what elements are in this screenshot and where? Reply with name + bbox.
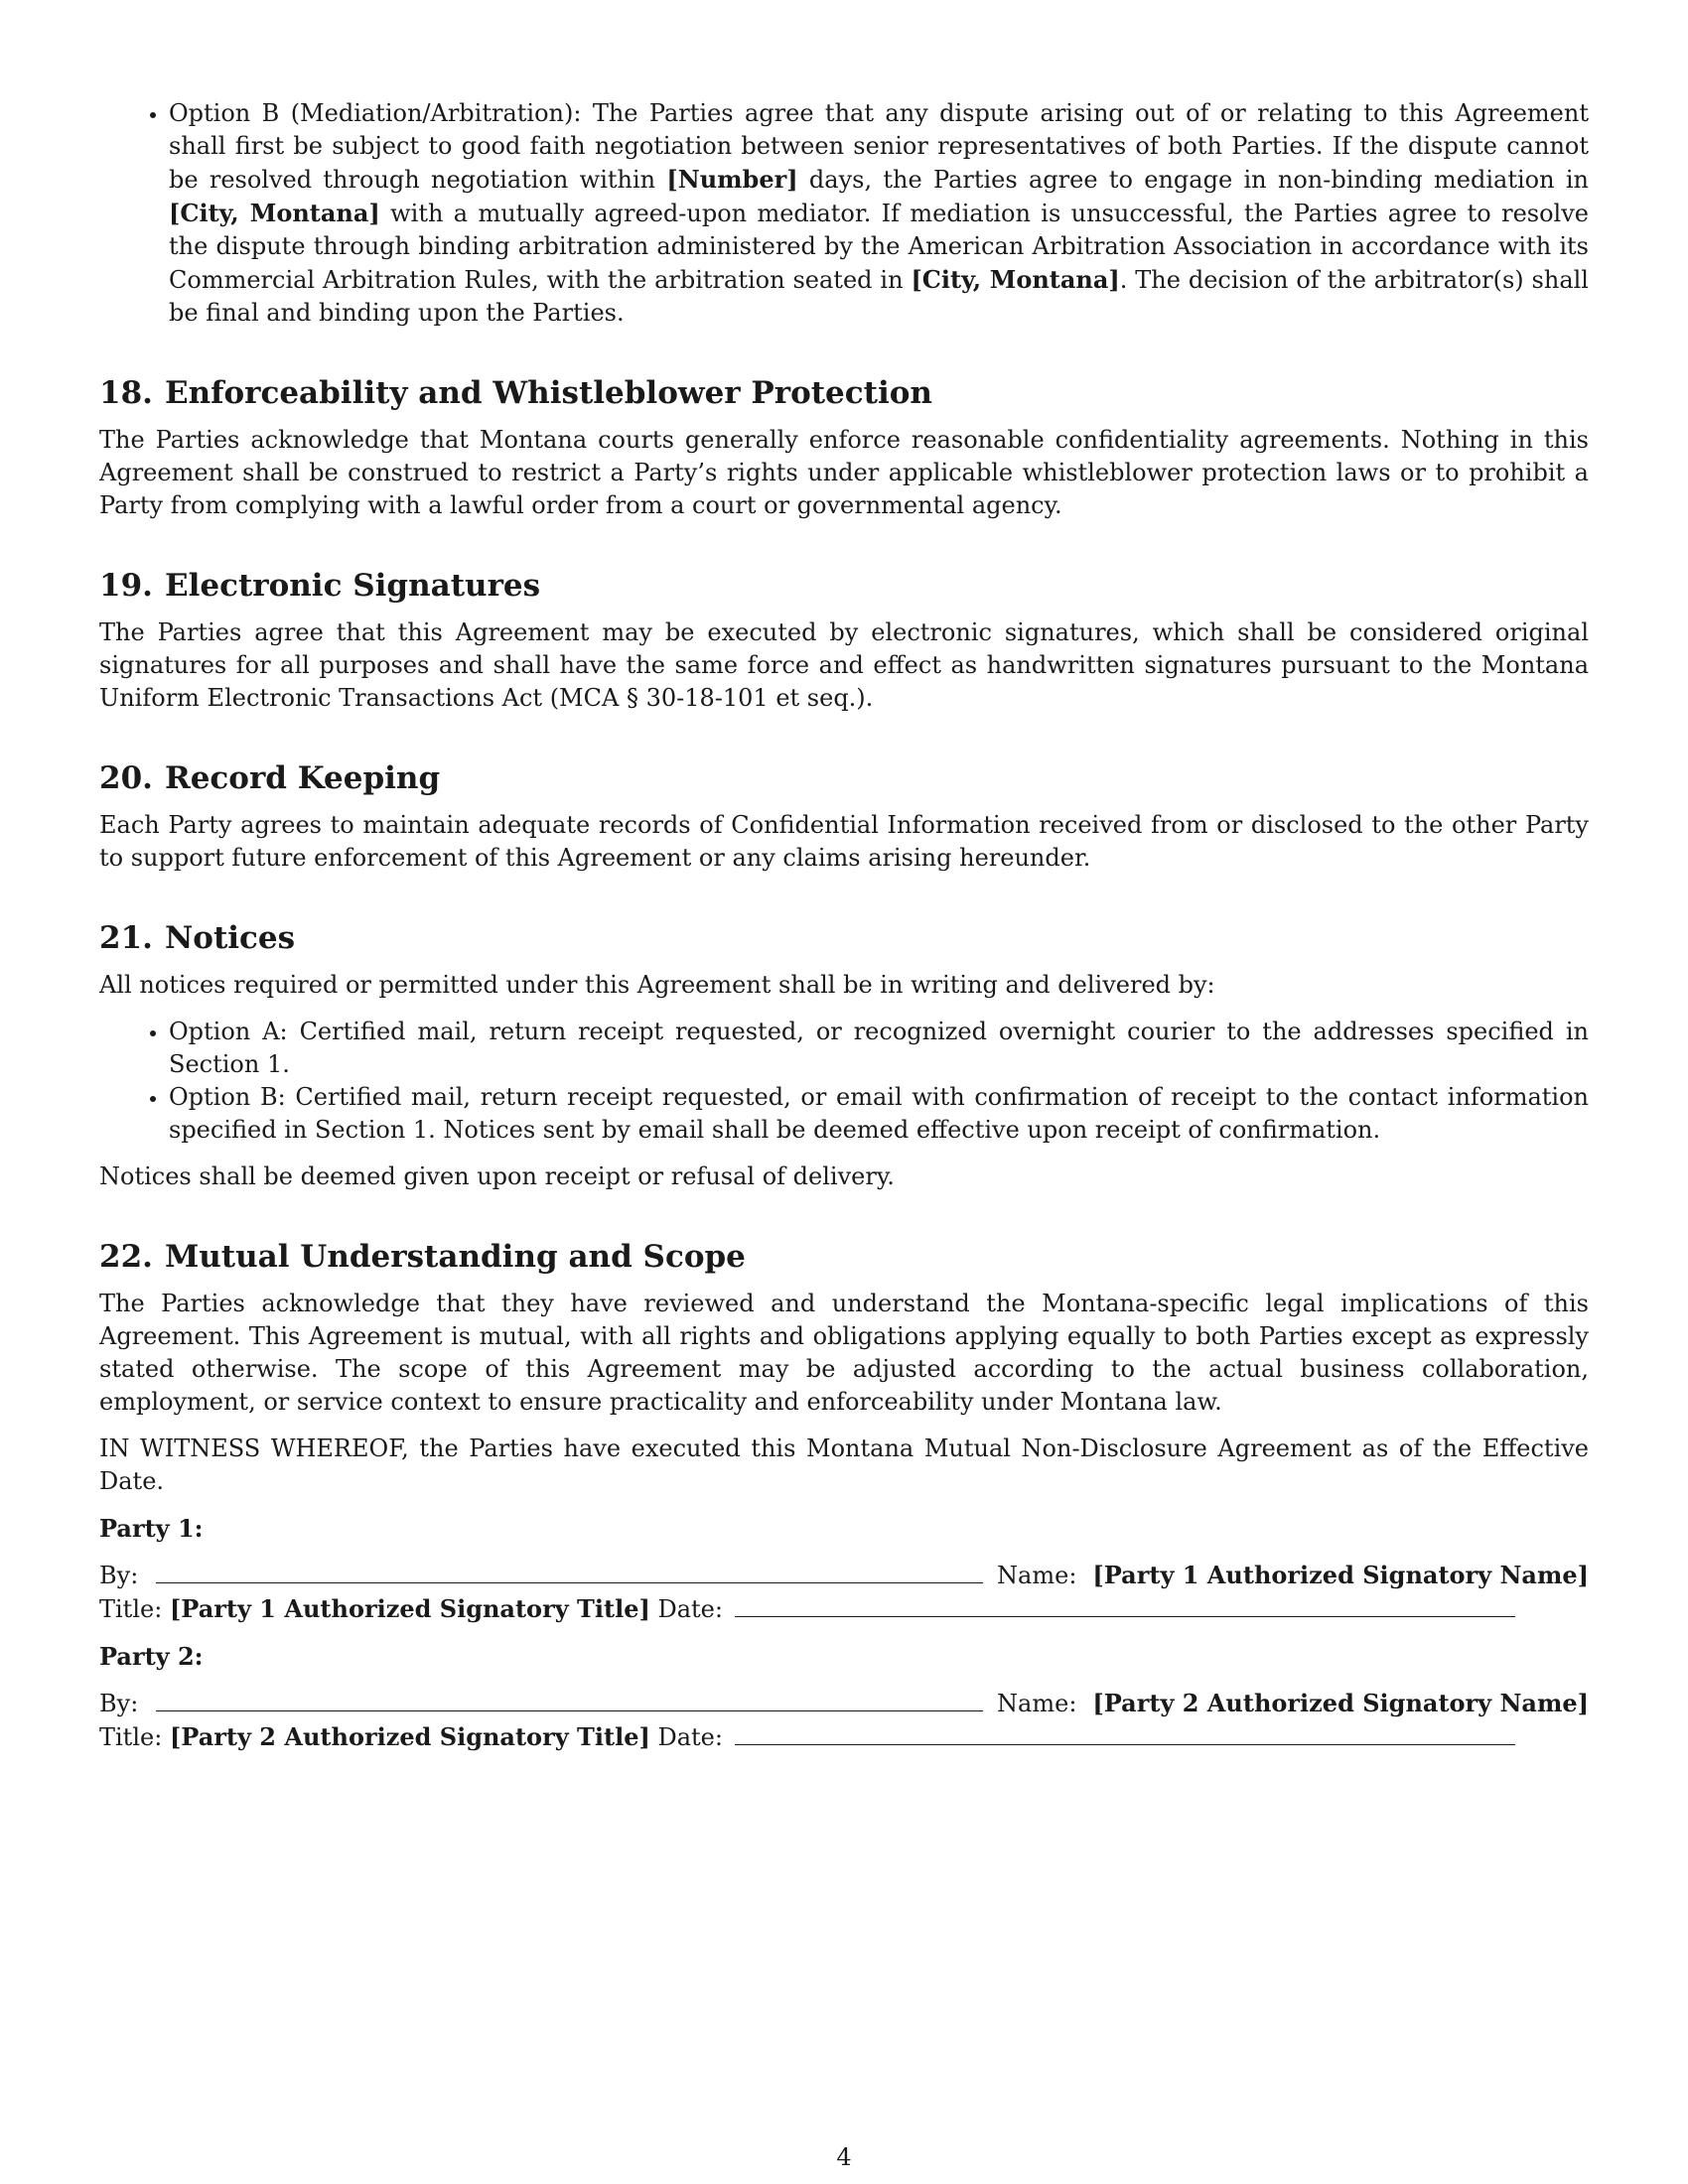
witness-clause: IN WITNESS WHEREOF, the Parties have executed this Montana Mutual Non-Disclosure Agreement as of the Effective Date. bbox=[99, 1434, 1589, 1495]
option-b-text-2: days, the Parties agree to engage in non-binding mediation in bbox=[797, 166, 1589, 194]
name-label: Name: bbox=[997, 1562, 1077, 1589]
by-label: By: bbox=[99, 1562, 139, 1589]
party-2-title-row bbox=[99, 1720, 1589, 1754]
date-label: Date: bbox=[657, 1723, 723, 1751]
section-18-heading bbox=[99, 373, 1589, 413]
section-22-body: The Parties acknowledge that they have reviewed and understand the Montana-specific legal implications of this Agreement. This Agreement is mutual, with all rights and obligations applying equally to both Parties except as expressly stated otherwise. The scope of this Agreement may be adjusted according to the actual business collaboration, employment, or service context to ensure practicality and enforceability under Montana law. bbox=[99, 1290, 1589, 1416]
party-2-date-line[interactable] bbox=[735, 1722, 1515, 1745]
section-21-closing: Notices shall be deemed given upon receipt or refusal of delivery. bbox=[99, 1162, 895, 1190]
option-b-text-4: . The decision of the arbitrator(s) shall be final and binding upon the Parties. bbox=[169, 266, 1589, 327]
mediation-city-placeholder: [City, Montana] bbox=[169, 199, 380, 227]
section-19-number: 19. bbox=[99, 568, 153, 604]
party-1-title-placeholder: [Party 1 Authorized Signatory Title] bbox=[169, 1594, 650, 1623]
party-1-label: Party 1: bbox=[99, 1514, 204, 1543]
section-18-title: Enforceability and Whistleblower Protection bbox=[164, 375, 932, 411]
section-19 bbox=[99, 566, 1589, 715]
by-label: By: bbox=[99, 1690, 139, 1717]
section-21 bbox=[99, 918, 1589, 1193]
title-label: Title: bbox=[99, 1723, 163, 1751]
page-number: 4 bbox=[836, 2143, 852, 2171]
section-20 bbox=[99, 758, 1589, 875]
section-20-number: 20. bbox=[99, 760, 153, 796]
arbitration-city-placeholder: [City, Montana] bbox=[911, 265, 1120, 294]
notice-option-a: • Option A: Certified mail, return receipt requested, or recognized overnight courier to the addresses specified in Section 1. bbox=[169, 1016, 1589, 1081]
option-b-text-1: Option B (Mediation/Arbitration): The Parties agree that any dispute arising out of or relating to this Agreement shall first be subject to good faith negotiation between senior representatives of both Parties. If the dispute cannot be resolved through negotiation within bbox=[169, 99, 1589, 194]
notice-options-list bbox=[99, 1016, 1589, 1147]
option-b-mediation-arbitration bbox=[169, 97, 1589, 330]
signature-block-party-1 bbox=[99, 1512, 1589, 1626]
party-1-by-row bbox=[99, 1559, 1589, 1592]
section-19-heading bbox=[99, 566, 1589, 606]
party-2-by-row bbox=[99, 1687, 1589, 1720]
section-22-title: Mutual Understanding and Scope bbox=[164, 1239, 746, 1275]
section-21-intro: All notices required or permitted under this Agreement shall be in writing and delivered by: bbox=[99, 971, 1215, 999]
section-20-body: Each Party agrees to maintain adequate records of Confidential Information received from or disclosed to the other Party to support future enforcement of this Agreement or any claims arising hereunder. bbox=[99, 811, 1589, 872]
party-1-title-row bbox=[99, 1592, 1589, 1626]
section-19-body: The Parties agree that this Agreement may be executed by electronic signatures, which shall be considered original signatures for all purposes and shall have the same force and effect as handwritten signatures pursuant to the Montana Uniform Electronic Transactions Act (MCA § 30-18-101 et seq.). bbox=[99, 618, 1589, 712]
section-18-number: 18. bbox=[99, 375, 153, 411]
party-1-date-line[interactable] bbox=[735, 1594, 1515, 1617]
party-1-name-placeholder: [Party 1 Authorized Signatory Name] bbox=[1092, 1561, 1589, 1589]
title-label: Title: bbox=[99, 1595, 163, 1623]
page-content bbox=[99, 97, 1589, 1754]
section-21-number: 21. bbox=[99, 920, 153, 956]
party-2-name-placeholder: [Party 2 Authorized Signatory Name] bbox=[1092, 1689, 1589, 1717]
number-placeholder: [Number] bbox=[666, 165, 798, 194]
party-2-label: Party 2: bbox=[99, 1642, 204, 1671]
name-label: Name: bbox=[997, 1690, 1077, 1717]
section-22 bbox=[99, 1237, 1589, 1498]
section-21-title: Notices bbox=[164, 920, 296, 956]
section-18 bbox=[99, 373, 1589, 522]
section-22-number: 22. bbox=[99, 1239, 153, 1275]
section-22-heading bbox=[99, 1237, 1589, 1277]
section-20-heading bbox=[99, 758, 1589, 798]
date-label: Date: bbox=[657, 1595, 723, 1623]
section-20-title: Record Keeping bbox=[164, 760, 441, 796]
party-2-title-placeholder: [Party 2 Authorized Signatory Title] bbox=[169, 1722, 650, 1751]
section-18-body: The Parties acknowledge that Montana courts generally enforce reasonable confidentiality agreements. Nothing in this Agreement shall be construed to restrict a Party’s rights under applicable whistleblower protection laws or to prohibit a Party from complying with a lawful order from a court or governmental agency. bbox=[99, 426, 1589, 519]
dispute-options-list bbox=[99, 97, 1589, 330]
signature-block-party-2 bbox=[99, 1640, 1589, 1754]
section-19-title: Electronic Signatures bbox=[164, 568, 541, 604]
section-21-heading bbox=[99, 918, 1589, 958]
party-2-signature-line[interactable] bbox=[156, 1689, 983, 1711]
option-b-text-3: with a mutually agreed-upon mediator. If mediation is unsuccessful, the Parties agree to resolve the dispute through binding arbitration administered by the American Arbitration Association in accordance with its Commercial Arbitration Rules, with the arbitration seated in bbox=[169, 200, 1589, 294]
notice-option-b: • Option B: Certified mail, return receipt requested, or email with confirmation of receipt to the contact information specified in Section 1. Notices sent by email shall be deemed effective upon receipt of confirmation. bbox=[169, 1081, 1589, 1147]
party-1-signature-line[interactable] bbox=[156, 1561, 983, 1583]
